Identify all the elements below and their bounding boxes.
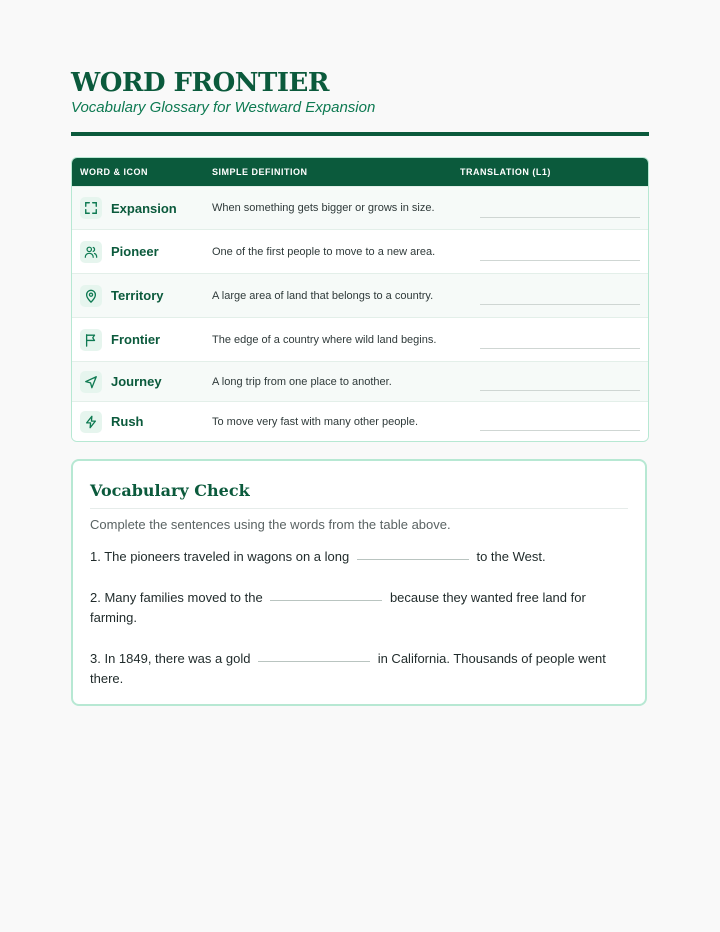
question-3 [90,649,620,689]
vocab-word: Frontier [111,332,161,347]
definition-cell: One of the first people to move to a new area. [212,245,436,258]
question-1 [90,547,620,567]
word-cell [72,329,212,351]
question-text: 3. In 1849, there was a gold [90,651,251,666]
check-divider [90,508,628,509]
translation-blank[interactable] [480,217,640,218]
check-instructions: Complete the sentences using the words from the table above. [90,517,451,532]
question-text: 1. The pioneers traveled in wagons on a long [90,549,350,564]
translation-cell[interactable] [480,330,648,349]
translation-cell[interactable] [480,286,648,305]
header-divider [71,132,649,136]
table-row [72,186,648,229]
expand-icon [80,197,102,219]
definition-cell: To move very fast with many other people. [212,415,419,428]
word-cell [72,197,212,219]
table-row [72,361,648,401]
translation-cell[interactable] [480,242,648,261]
answer-blank[interactable] [270,600,382,601]
column-header-definition: SIMPLE DEFINITION [212,167,308,177]
vocabulary-table [71,157,649,442]
map-pin-icon [80,285,102,307]
translation-blank[interactable] [480,304,640,305]
header [71,66,649,116]
definition-cell: The edge of a country where wild land begins. [212,333,437,346]
question-text: 2. Many families moved to the [90,590,263,605]
translation-cell[interactable] [480,199,648,218]
vocab-word: Pioneer [111,244,159,259]
word-cell [72,241,212,263]
translation-blank[interactable] [480,390,640,391]
word-cell [72,285,212,307]
column-header-word: WORD & ICON [80,167,148,177]
page-subtitle: Vocabulary Glossary for Westward Expansion [71,99,376,116]
definition-cell: When something gets bigger or grows in size. [212,202,435,214]
question-text: in California. Thousands of people went there. [90,651,606,686]
question-text: because they wanted free land for farming. [90,590,586,625]
vocab-word: Rush [111,414,144,429]
definition-cell: A long trip from one place to another. [212,375,392,388]
answer-blank[interactable] [357,559,469,560]
table-row [72,229,648,273]
table-row [72,317,648,361]
translation-blank[interactable] [480,430,640,431]
translation-cell[interactable] [480,372,648,391]
question-2 [90,588,620,628]
answer-blank[interactable] [258,661,370,662]
vocab-word: Expansion [111,200,177,216]
table-row [72,273,648,317]
vocab-word: Territory [111,288,164,303]
table-body [72,186,648,441]
translation-cell[interactable] [480,412,648,431]
column-header-translation: TRANSLATION (L1) [460,167,551,177]
flag-icon [80,329,102,351]
lightning-icon [80,411,102,433]
translation-blank[interactable] [480,260,640,261]
navigation-icon [80,371,102,393]
check-title: Vocabulary Check [90,481,250,500]
word-cell [72,371,212,393]
table-header [72,158,648,186]
page-title: WORD FRONTIER [71,68,329,98]
people-icon [80,241,102,263]
vocab-word: Journey [111,374,162,389]
vocabulary-check-card [71,459,647,706]
definition-cell: A large area of land that belongs to a country. [212,289,434,302]
table-row [72,401,648,441]
word-cell [72,411,212,433]
question-text: to the West. [476,549,546,564]
translation-blank[interactable] [480,348,640,349]
